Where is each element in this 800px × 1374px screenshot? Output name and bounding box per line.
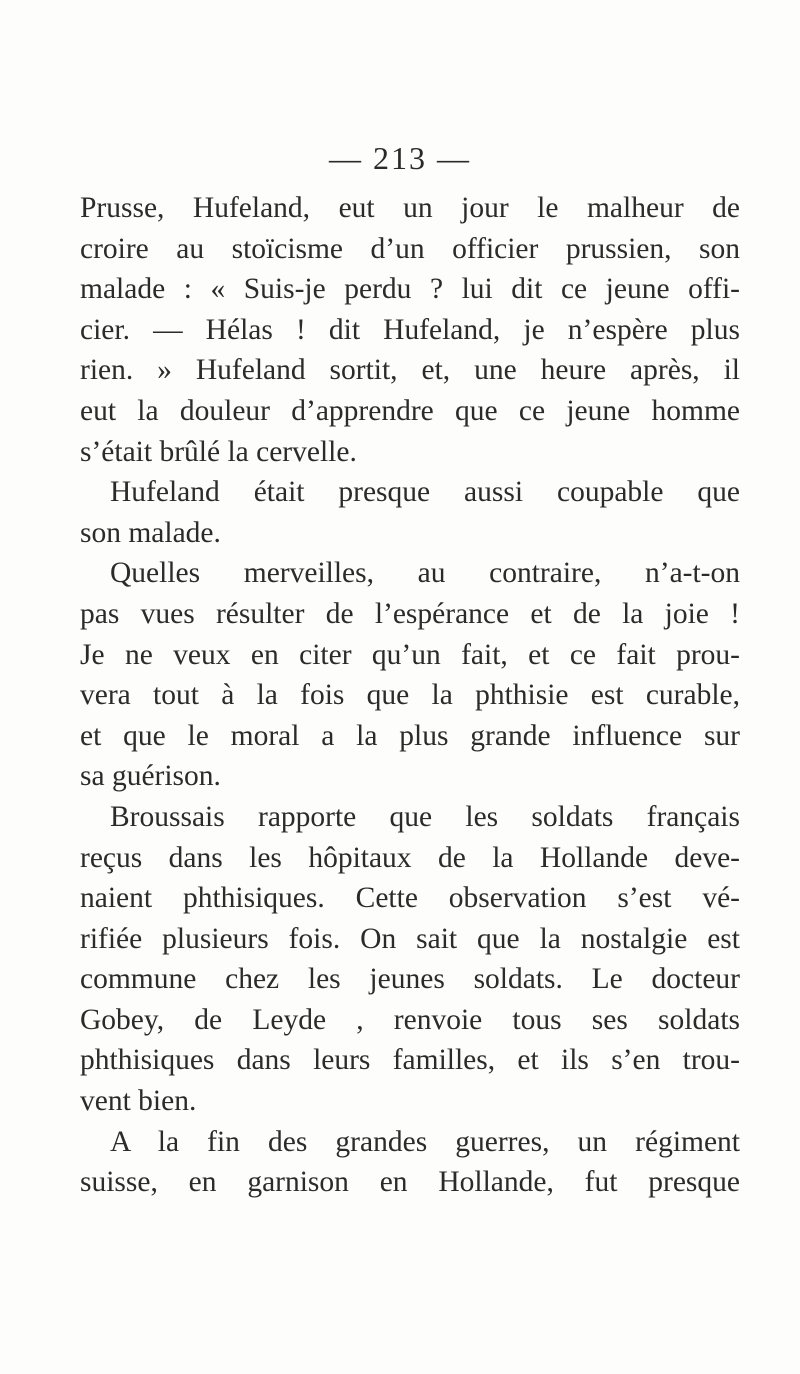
text-line: phthisiques dans leurs familles, et ils s’en trou- (80, 1044, 740, 1077)
page-number: — 213 — (329, 140, 471, 176)
text-line: pas vues résulter de l’espérance et de la joie ! (80, 597, 740, 630)
text-line: rien. » Hufeland sortit, et, une heure après, il (80, 354, 740, 387)
text-line: et que le moral a la plus grande influence sur (80, 719, 740, 752)
text-line: reçus dans les hôpitaux de la Hollande deve- (80, 841, 740, 874)
text-line: croire au stoïcisme d’un officier prussien, son (80, 232, 740, 265)
text-line: Je ne veux en citer qu’un fait, et ce fait prou- (80, 638, 740, 671)
text-line: eut la douleur d’apprendre que ce jeune homme (80, 394, 740, 427)
text-line: malade : « Suis-je perdu ? lui dit ce jeune offi- (80, 273, 740, 306)
text-line: Quelles merveilles, au contraire, n’a-t-on (110, 557, 740, 590)
text-line: vent bien. (80, 1085, 197, 1118)
text-line: sa guérison. (80, 760, 221, 793)
text-line: Gobey, de Leyde , renvoie tous ses soldats (80, 1003, 740, 1036)
text-line: commune chez les jeunes soldats. Le docteur (80, 963, 740, 996)
text-line: son malade. (80, 516, 221, 549)
text-line: Hufeland était presque aussi coupable que (110, 476, 740, 509)
text-line: suisse, en garnison en Hollande, fut presque (80, 1166, 740, 1199)
text-line: Prusse, Hufeland, eut un jour le malheur de (80, 192, 740, 224)
text-line: cier. — Hélas ! dit Hufeland, je n’espère plus (80, 313, 740, 346)
text-line: s’était brûlé la cervelle. (80, 435, 357, 468)
text-line: rifiée plusieurs fois. On sait que la nostalgie est (80, 922, 740, 955)
text-line: Broussais rapporte que les soldats français (110, 800, 740, 833)
text-line: naient phthisiques. Cette observation s’est vé- (80, 882, 740, 915)
text-line: A la fin des grandes guerres, un régiment (110, 1125, 740, 1158)
body-text (80, 188, 740, 1203)
text-line: vera tout à la fois que la phthisie est curable, (80, 679, 740, 712)
